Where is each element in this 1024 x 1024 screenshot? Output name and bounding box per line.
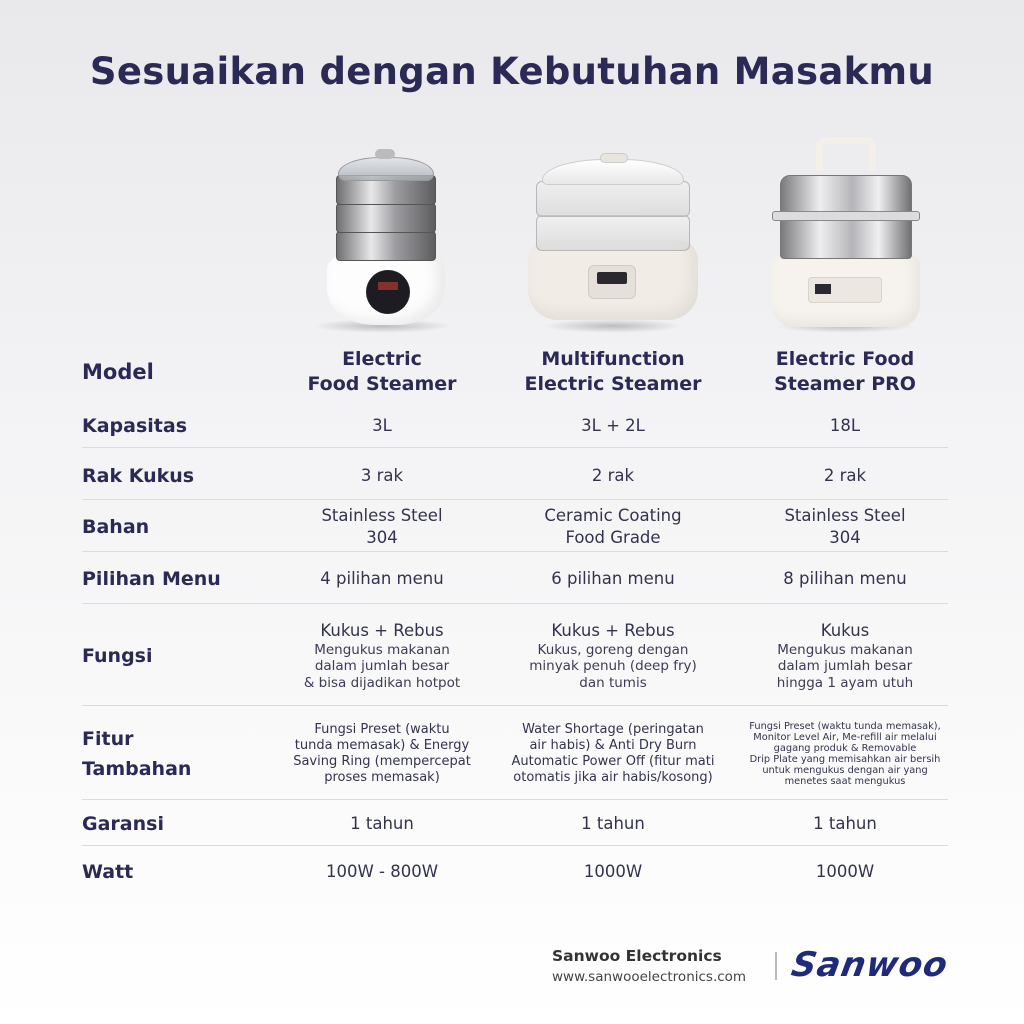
- row-rak-kukus: [82, 452, 948, 500]
- page-title: Sesuaikan dengan Kebutuhan Masakmu: [89, 50, 935, 93]
- cell-value: Ceramic Coating Food Grade: [544, 505, 682, 547]
- cell-value: 2 rak: [591, 465, 635, 485]
- label-watt: Watt: [82, 861, 134, 883]
- cell-value: Water Shortage (peringatan air habis) & Anti Dry Burn Automatic Power Off (fitur mati otomatis jika air habis/kosong): [511, 721, 715, 785]
- row-fungsi: [82, 606, 948, 706]
- cell-value: Kukus + Rebus Kukus, goreng dengan minyak penuh (deep fry) dan tumis: [529, 620, 697, 691]
- cell-value: Fungsi Preset (waktu tunda memasak) & Energy Saving Ring (mempercepat proses memasak): [293, 721, 471, 785]
- label-bahan: Bahan: [82, 515, 150, 538]
- cell-value: Kukus Mengukus makanan dalam jumlah besar hingga 1 ayam utuh: [776, 620, 914, 691]
- model-name: Electric Food Steamer: [307, 348, 457, 395]
- cell-value: Fungsi Preset (waktu tunda memasak), Monitor Level Air, Me-refill air melalui gagang produk & Removable Drip Plate yang memisahkan air bersih untuk mengukus dengan air yang menetes saat mengukus: [749, 720, 941, 787]
- row-bahan: [82, 502, 948, 552]
- label-fitur-tambahan: Fitur Tambahan: [82, 727, 192, 780]
- row-kapasitas: [82, 404, 948, 448]
- cell-value: 3L + 2L: [581, 415, 645, 435]
- cell-value: 1 tahun: [350, 813, 414, 833]
- cell-value: 1 tahun: [813, 813, 877, 833]
- model-name: Electric Food Steamer PRO: [774, 348, 916, 395]
- cell-value: 4 pilihan menu: [320, 568, 444, 588]
- cell-value: 1000W: [815, 862, 875, 881]
- row-fitur-tambahan: [82, 708, 948, 800]
- brand-logo: Sanwoo: [788, 945, 952, 985]
- cell-value: 1 tahun: [581, 813, 645, 833]
- cell-value: 8 pilihan menu: [783, 568, 907, 588]
- label-garansi: Garansi: [82, 812, 164, 835]
- company-url: www.sanwooelectronics.com: [552, 969, 747, 985]
- row-garansi: [82, 802, 948, 846]
- cell-value: Stainless Steel 304: [784, 505, 906, 547]
- cell-value: 100W - 800W: [325, 862, 439, 881]
- row-model: [82, 342, 948, 402]
- cell-value: 3 rak: [360, 465, 404, 485]
- cell-value: 1000W: [583, 862, 643, 881]
- cell-value: 2 rak: [823, 465, 867, 485]
- label-fungsi: Fungsi: [82, 644, 153, 667]
- label-model: Model: [82, 360, 154, 384]
- cell-value: 18L: [829, 415, 861, 435]
- footer-divider: [775, 952, 777, 980]
- product-image-multifunction-steamer: [518, 135, 708, 335]
- row-watt: [82, 850, 948, 894]
- product-image-steamer-pro: [750, 135, 940, 335]
- cell-value: Stainless Steel 304: [321, 505, 443, 547]
- cell-value: 6 pilihan menu: [551, 568, 675, 588]
- company-name: Sanwoo Electronics: [552, 947, 722, 965]
- cell-value: Kukus + Rebus Mengukus makanan dalam jumlah besar & bisa dijadikan hotpot: [303, 620, 461, 691]
- model-name: Multifunction Electric Steamer: [524, 348, 702, 395]
- row-pilihan-menu: [82, 554, 948, 604]
- label-kapasitas: Kapasitas: [82, 414, 188, 437]
- cell-value: 3L: [372, 415, 392, 435]
- product-image-electric-food-steamer: [287, 135, 477, 335]
- label-pilihan-menu: Pilihan Menu: [82, 567, 221, 590]
- label-rak-kukus: Rak Kukus: [82, 464, 195, 487]
